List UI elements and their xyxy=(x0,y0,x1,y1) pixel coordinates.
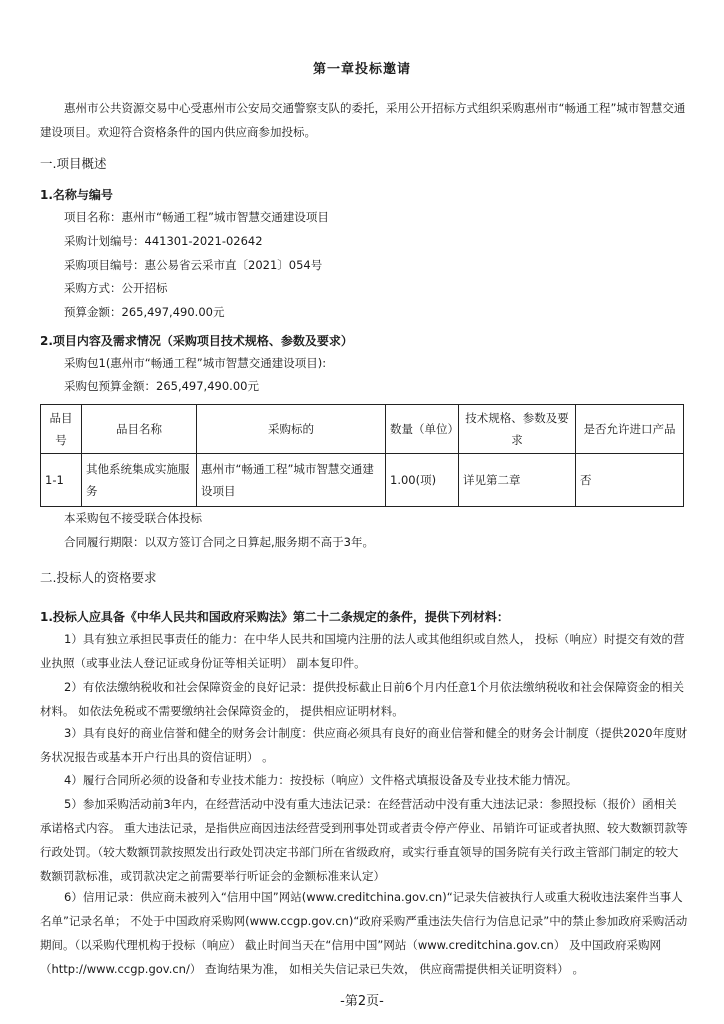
joint-bid-note: 本采购包不接受联合体投标 xyxy=(64,511,202,525)
requirement-item-6: 6）信用记录：供应商未被列入“信用中国”网站(www.creditchina.gov.cn)“记录失信被执行人或重大税收违法案件当事人名单”记录名单； 不处于中国政府采购网(www.ccgp.gov.cn)“政府采购严重违法失信行为信息记录”中的禁止参加政府采购活动期间。（以采购代理机构于投标（响应） 截止时间当天在“信用中国”网站（www.creditchina.gov.cn） 及中国政府采购网（http://www.ccgp.gov.cn/） 查询结果为准， 如相关失信记录已失效， 供应商需提供相关证明资料） 。 xyxy=(40,890,688,976)
budget-amount: 预算金额：265,497,490.00元 xyxy=(64,305,225,319)
section1-sub1-heading: 1.名称与编号 xyxy=(40,188,113,202)
contract-term-note: 合同履行期限：以双方签订合同之日算起,服务期不高于3年。 xyxy=(64,535,374,549)
table-header-cell: 品目号 xyxy=(41,405,82,454)
table-cell: 惠州市“畅通工程”城市智慧交通建设项目 xyxy=(197,454,386,507)
requirement-item-2: 2）有依法缴纳税收和社会保障资金的良好记录：提供投标截止日前6个月内任意1个月依法缴纳税收和社会保障资金的相关材料。 如依法免税或不需要缴纳社会保障资金的， 提供相应证明材料。 xyxy=(40,680,684,718)
procurement-table xyxy=(40,404,684,507)
table-header-cell: 技术规格、参数及要求 xyxy=(459,405,576,454)
requirement-item-5: 5）参加采购活动前3年内，在经营活动中没有重大违法记录：在经营活动中没有重大违法记录：参照投标（报价）函相关承诺格式内容。 重大违法记录，是指供应商因违法经营受到刑事处罚或者责令停产停业、吊销许可证或者执照、较大数额罚款等行政处罚。（较大数额罚款按照发出行政处罚决定书部门所在省级政府，或实行垂直领导的国务院有关行政主管部门制定的较大数额罚款标准，或罚款决定之前需要举行听证会的金额标准来认定） xyxy=(40,797,688,883)
package-name: 采购包1(惠州市“畅通工程”城市智慧交通建设项目): xyxy=(64,356,327,370)
table-header-cell: 品目名称 xyxy=(82,405,197,454)
section1-sub2-heading: 2.项目内容及需求情况（采购项目技术规格、参数及要求） xyxy=(40,334,353,348)
project-name: 项目名称：惠州市“畅通工程”城市智慧交通建设项目 xyxy=(64,210,329,224)
section2-heading: 二.投标人的资格要求 xyxy=(40,570,157,585)
table-row xyxy=(41,454,684,507)
table-cell: 详见第二章 xyxy=(459,454,576,507)
requirement-item-4: 4）履行合同所必须的设备和专业技术能力：按投标（响应）文件格式填报设备及专业技术能力情况。 xyxy=(64,773,578,787)
table-cell: 否 xyxy=(576,454,684,507)
requirement-item-1: 1）具有独立承担民事责任的能力：在中华人民共和国境内注册的法人或其他组织或自然人， 投标（响应）时提交有效的营业执照（或事业法人登记证或身份证等相关证明） 副本复印件。 xyxy=(40,632,685,670)
plan-number: 采购计划编号：441301-2021-02642 xyxy=(64,234,263,248)
intro-paragraph: 惠州市公共资源交易中心受惠州市公安局交通警察支队的委托，采用公开招标方式组织采购惠州市“畅通工程”城市智慧交通建设项目。欢迎符合资格条件的国内供应商参加投标。 xyxy=(40,101,686,139)
chapter-title: 第一章投标邀请 xyxy=(312,62,411,77)
package-budget: 采购包预算金额：265,497,490.00元 xyxy=(64,379,259,393)
page-number: -第2页- xyxy=(340,994,384,1009)
table-cell: 1-1 xyxy=(41,454,82,507)
table-cell: 其他系统集成实施服务 xyxy=(82,454,197,507)
table-header-cell: 数量（单位） xyxy=(386,405,459,454)
table-header-cell: 是否允许进口产品 xyxy=(576,405,684,454)
project-number: 采购项目编号：惠公易省云采市直〔2021〕054号 xyxy=(64,258,323,272)
requirement-item-3: 3）具有良好的商业信誉和健全的财务会计制度：供应商必须具有良好的商业信誉和健全的财务会计制度（提供2020年度财务状况报告或基本开户行出具的资信证明） 。 xyxy=(40,726,688,764)
table-header-cell: 采购标的 xyxy=(197,405,386,454)
table-cell: 1.00(项) xyxy=(386,454,459,507)
table-header-row xyxy=(41,405,684,454)
procurement-method: 采购方式：公开招标 xyxy=(64,281,168,295)
section1-heading: 一.项目概述 xyxy=(40,156,107,171)
section2-sub1-heading: 1.投标人应具备《中华人民共和国政府采购法》第二十二条规定的条件，提供下列材料： xyxy=(40,610,509,624)
